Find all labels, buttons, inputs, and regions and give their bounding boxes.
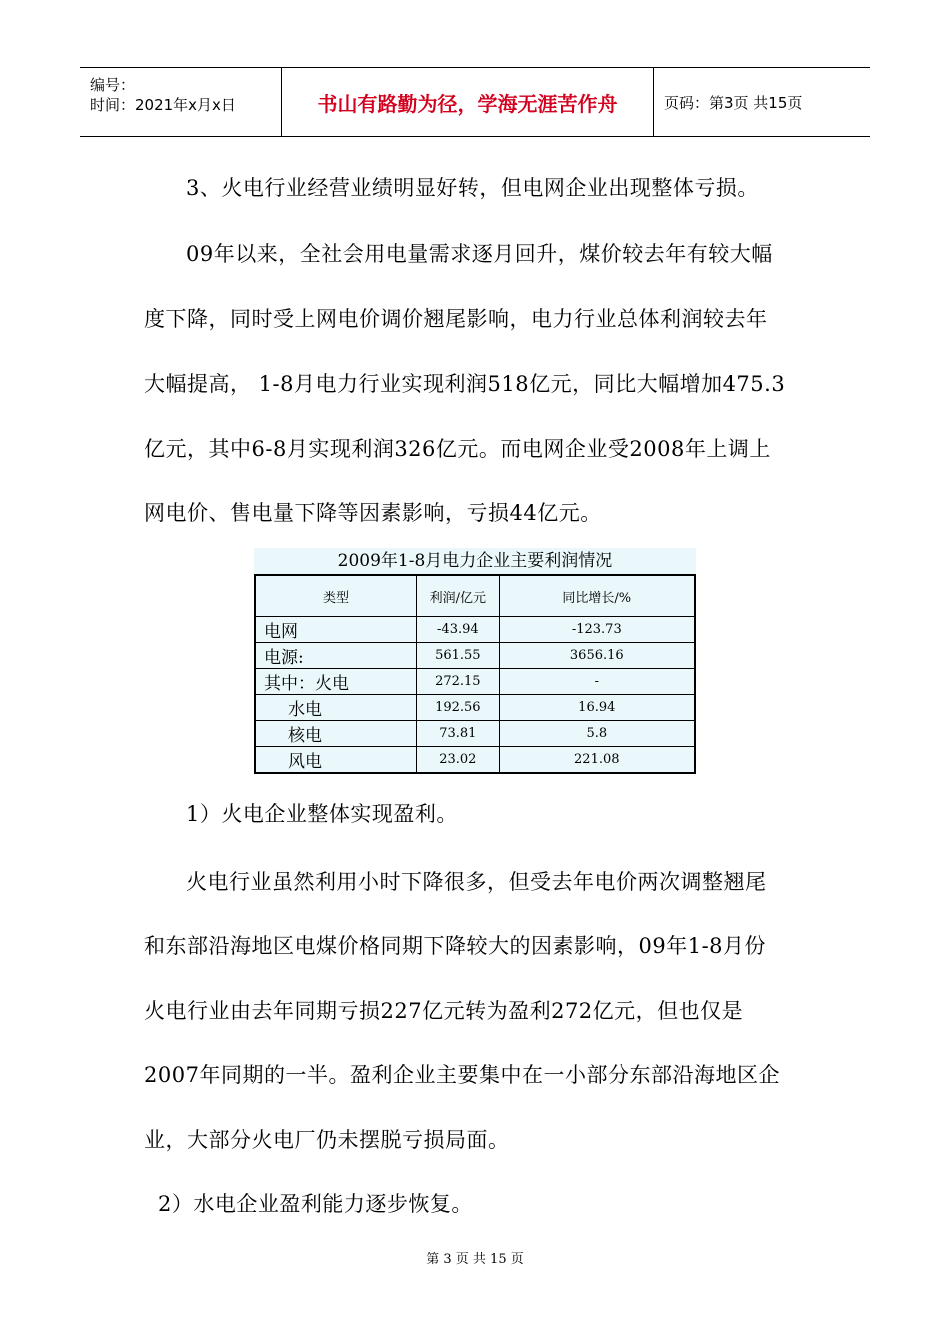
profit-table-grid — [254, 574, 696, 774]
cell-profit: 561.55 — [417, 643, 499, 669]
doc-time-label: 时间：2021年x月x日 — [90, 96, 236, 114]
subsection-heading: 2）水电企业盈利能力逐步恢复。 — [158, 1192, 473, 1216]
page-header — [80, 67, 870, 137]
cell-type: 其中：火电 — [255, 669, 417, 695]
profit-table — [254, 548, 696, 774]
paragraph-line: 火电行业虽然利用小时下降很多，但受去年电价两次调整翘尾 — [186, 870, 767, 894]
paragraph-line: 和东部沿海地区电煤价格同期下降较大的因素影响，09年1-8月份 — [144, 934, 767, 958]
table-row — [255, 617, 695, 643]
cell-type: 电网 — [255, 617, 417, 643]
paragraph-line: 亿元，其中6-8月实现利润326亿元。而电网企业受2008年上调上 — [144, 437, 771, 461]
page-footer: 第 3 页 共 15 页 — [426, 1252, 524, 1267]
cell-profit: 272.15 — [417, 669, 499, 695]
paragraph-line: 2007年同期的一半。盈利企业主要集中在一小部分东部沿海地区企 — [144, 1063, 780, 1087]
header-motto: 书山有路勤为径，学海无涯苦作舟 — [282, 68, 654, 136]
subsection-heading: 1）火电企业整体实现盈利。 — [186, 802, 458, 826]
cell-growth: 3656.16 — [499, 643, 695, 669]
cell-growth: 221.08 — [499, 747, 695, 774]
cell-growth: 5.8 — [499, 721, 695, 747]
cell-growth: -123.73 — [499, 617, 695, 643]
table-row — [255, 669, 695, 695]
paragraph-line: 09年以来，全社会用电量需求逐月回升，煤价较去年有较大幅 — [186, 242, 773, 266]
table-row — [255, 747, 695, 774]
header-page-info: 页码：第3页 共15页 — [664, 93, 803, 112]
cell-type: 电源: — [255, 643, 417, 669]
cell-profit: 23.02 — [417, 747, 499, 774]
table-row — [255, 695, 695, 721]
table-row — [255, 643, 695, 669]
section-heading: 3、火电行业经营业绩明显好转，但电网企业出现整体亏损。 — [186, 176, 759, 200]
table-title: 2009年1-8月电力企业主要利润情况 — [254, 548, 696, 574]
cell-profit: -43.94 — [417, 617, 499, 643]
doc-code-label: 编号： — [90, 76, 136, 94]
cell-profit: 73.81 — [417, 721, 499, 747]
paragraph-line: 业，大部分火电厂仍未摆脱亏损局面。 — [144, 1128, 510, 1152]
cell-type: 水电 — [255, 695, 417, 721]
cell-growth: 16.94 — [499, 695, 695, 721]
table-row — [255, 721, 695, 747]
header-growth: 同比增长/% — [499, 575, 695, 617]
cell-type: 核电 — [255, 721, 417, 747]
cell-type: 风电 — [255, 747, 417, 774]
paragraph-line: 网电价、售电量下降等因素影响，亏损44亿元。 — [144, 501, 602, 525]
header-meta — [80, 68, 282, 136]
paragraph-line: 大幅提高， 1-8月电力行业实现利润518亿元，同比大幅增加475.3 — [144, 372, 786, 396]
table-header-row — [255, 575, 695, 617]
cell-profit: 192.56 — [417, 695, 499, 721]
cell-growth: - — [499, 669, 695, 695]
paragraph-line: 火电行业由去年同期亏损227亿元转为盈利272亿元，但也仅是 — [144, 999, 744, 1023]
header-type: 类型 — [255, 575, 417, 617]
paragraph-line: 度下降，同时受上网电价调价翘尾影响，电力行业总体利润较去年 — [144, 307, 768, 331]
header-profit: 利润/亿元 — [417, 575, 499, 617]
